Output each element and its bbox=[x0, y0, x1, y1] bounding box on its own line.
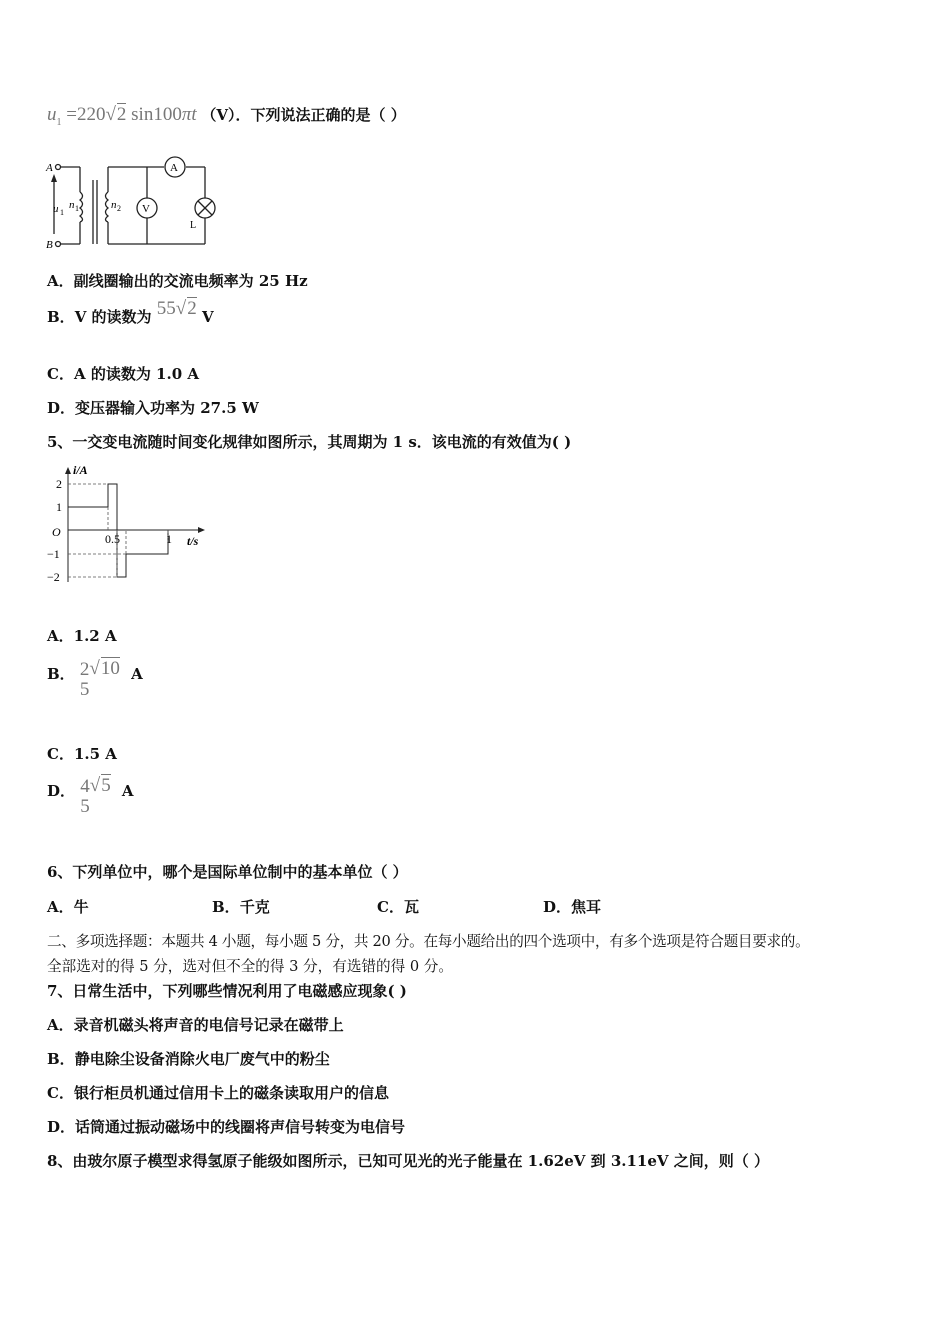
q4-formula: $u_1 =220√2$ sin100πt bbox=[47, 104, 197, 128]
label-n1-sub: 1 bbox=[75, 204, 79, 213]
label-b: B bbox=[46, 239, 53, 251]
y-tick-2: 2 bbox=[56, 477, 62, 491]
q5-option-c: C．1.5 A bbox=[47, 745, 117, 763]
q4-stem-line bbox=[47, 104, 406, 128]
q5-option-d: D． 4 5 √5 A bbox=[47, 775, 134, 817]
label-n2: n bbox=[111, 199, 117, 211]
label-ammeter: A bbox=[170, 162, 178, 174]
q6-option-d: D．焦耳 bbox=[543, 898, 602, 916]
x-tick-1: 1 bbox=[166, 532, 172, 546]
y-axis-arrow-icon bbox=[65, 467, 71, 474]
terminal-b-icon bbox=[56, 242, 61, 247]
q6-option-a: A．牛 bbox=[47, 898, 89, 916]
label-a: A bbox=[46, 162, 53, 174]
transformer-circuit bbox=[40, 152, 230, 252]
section2-line2: 全部选对的得 5 分，选对但不全的得 3 分，有选错的得 0 分。 bbox=[47, 958, 453, 975]
q5-option-a: A．1.2 A bbox=[47, 627, 117, 645]
q5-stem: 5、一交变电流随时间变化规律如图所示，其周期为 1 s．该电流的有效值为( ) bbox=[47, 433, 572, 451]
section2-line1: 二、多项选择题：本题共 4 小题，每小题 5 分，共 20 分。在每小题给出的四个选项中，有多个选项是符合题目要求的。 bbox=[47, 933, 810, 950]
q6-option-b: B．千克 bbox=[212, 898, 270, 916]
label-voltmeter: V bbox=[142, 203, 150, 215]
q7-option-c: C．银行柜员机通过信用卡上的磁条读取用户的信息 bbox=[47, 1084, 389, 1102]
y-tick-neg2: −2 bbox=[47, 570, 60, 584]
secondary-coil-icon bbox=[106, 192, 109, 222]
q4-option-c: C．A 的读数为 1.0 A bbox=[47, 365, 199, 383]
q7-option-b: B．静电除尘设备消除火电厂废气中的粉尘 bbox=[47, 1050, 330, 1068]
y-tick-neg1: −1 bbox=[47, 547, 60, 561]
q5-option-b: B． 2 5 √10 A bbox=[47, 658, 143, 700]
q6-stem: 6、下列单位中，哪个是国际单位制中的基本单位（ ） bbox=[47, 863, 408, 881]
x-axis-arrow-icon bbox=[198, 527, 205, 533]
q4-stem-tail: （V）．下列说法正确的是（ ） bbox=[201, 106, 406, 124]
label-lamp: L bbox=[190, 220, 197, 231]
q7-stem: 7、日常生活中，下列哪些情况利用了电磁感应现象( ) bbox=[47, 982, 407, 1000]
q4-option-d: D．变压器输入功率为 27.5 W bbox=[47, 399, 259, 417]
x-tick-0.5: 0.5 bbox=[105, 532, 120, 546]
label-u1: u bbox=[53, 203, 59, 215]
q8-stem: 8、由玻尔原子模型求得氢原子能级如图所示，已知可见光的光子能量在 1.62eV 到 3.11eV 之间，则（ ） bbox=[47, 1152, 769, 1170]
q6-option-c: C．瓦 bbox=[377, 898, 419, 916]
label-n2-sub: 2 bbox=[117, 204, 121, 213]
terminal-a-icon bbox=[56, 165, 61, 170]
y-tick-1: 1 bbox=[56, 500, 62, 514]
q7-option-d: D．话筒通过振动磁场中的线圈将声信号转变为电信号 bbox=[47, 1118, 406, 1136]
primary-coil-icon bbox=[80, 192, 83, 222]
current-wave bbox=[68, 484, 117, 530]
label-u1-sub: 1 bbox=[60, 208, 64, 217]
current-time-graph bbox=[40, 460, 220, 590]
q4-option-b: B．V 的读数为 55√2 V bbox=[47, 298, 214, 326]
origin-label: O bbox=[52, 525, 61, 539]
x-axis-label: t/s bbox=[187, 534, 199, 548]
y-axis-label: i/A bbox=[73, 463, 88, 477]
q7-option-a: A．录音机磁头将声音的电信号记录在磁带上 bbox=[47, 1016, 344, 1034]
label-n1: n bbox=[69, 199, 75, 211]
q4-option-a: A．副线圈输出的交流电频率为 25 Hz bbox=[47, 272, 308, 290]
